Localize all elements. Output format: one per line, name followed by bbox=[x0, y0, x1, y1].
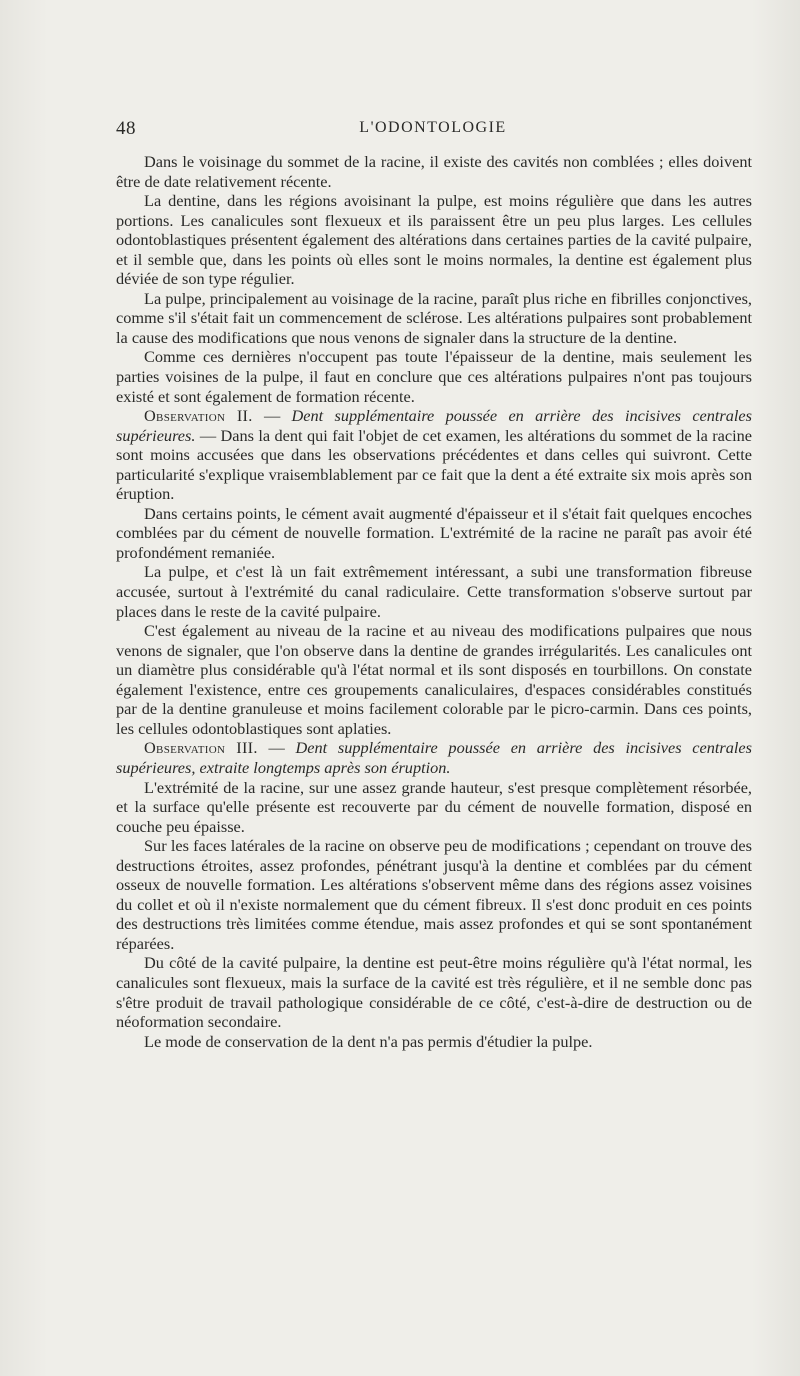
paragraph: C'est également au niveau de la racine et au niveau des modifications pulpaires que nous venons de signaler, que l'on observe dans la dentine de grandes irrégularités. Les canalicules ont un diamètre plus considérable qu'à l'état normal et ils sont disposés en tourbillons. On constate également l'existence, entre ces groupements canaliculaires, d'espaces considérables constitués par de la dentine granuleuse et moins facilement colorable par le picro-carmin. Dans ces points, les cellules odontoblastiques sont aplaties. bbox=[116, 621, 752, 738]
observation-title: Dent supplémentaire poussée en arrière des incisives centrales supérieures. bbox=[116, 406, 752, 445]
paragraph: La pulpe, principalement au voisinage de la racine, paraît plus riche en fibrilles conjonctives, comme s'il s'était fait un commencement de sclérose. Les altérations pulpaires sont probablement la cause des modifications que nous venons de signaler dans la structure de la dentine. bbox=[116, 288, 752, 347]
paragraph: Le mode de conservation de la dent n'a pas permis d'étudier la pulpe. bbox=[144, 1031, 593, 1051]
page-header bbox=[116, 118, 750, 142]
observation-text: — Dans la dent qui fait l'objet de cet examen, les altérations du sommet de la racine sont moins accusées que dans les observations précédentes et dans celles qui suivront. Cette particularité s'explique vraisemblablement par ce fait que la dent a été extraite six mois après son éruption. bbox=[116, 425, 752, 504]
paragraph: La dentine, dans les régions avoisinant la pulpe, est moins régulière que dans les autres portions. Les canalicules sont flexueux et ils paraissent être un peu plus larges. Les cellules odontoblastiques présentent également des altérations dans certaines parties de la cavité pulpaire, et il semble que, dans les points où elles sont le moins normales, la dentine est également plus déviée de son type régulier. bbox=[116, 191, 752, 289]
dash: — bbox=[257, 738, 296, 758]
page-number: 48 bbox=[116, 118, 136, 139]
observation-label: Observation II. bbox=[144, 406, 253, 426]
paragraph: Dans certains points, le cément avait augmenté d'épaisseur et il s'était fait quelques encoches comblées par du cément de nouvelle formation. L'extrémité de la racine ne paraît pas avoir été profondément remaniée. bbox=[116, 503, 752, 562]
body-text bbox=[116, 152, 752, 1051]
paragraph: Sur les faces latérales de la racine on observe peu de modifications ; cependant on trouve des destructions étroites, assez profondes, pénétrant jusqu'à la dentine et comblées par du cément osseux de nouvelle formation. Les altérations s'observent même dans des régions assez voisines du collet et où il n'existe normalement que du cément fibreux. Il s'est donc produit en ces points des destructions très limitées comme étendue, mais assez profondes et qui se sont spontanément réparées. bbox=[116, 836, 752, 953]
running-title: L'ODONTOLOGIE bbox=[359, 119, 507, 136]
observation-paragraph bbox=[116, 406, 752, 504]
paragraph: Du côté de la cavité pulpaire, la dentine est peut-être moins régulière qu'à l'état normal, les canalicules sont flexueux, mais la surface de la cavité est très régulière, et il ne semble donc pas s'être produit de travail pathologique considérable de ce côté, c'est-à-dire de destruction ou de néoformation secondaire. bbox=[116, 953, 752, 1032]
observation-title: Dent supplémentaire poussée en arrière des incisives centrales supérieures, extraite longtemps après son éruption. bbox=[116, 738, 752, 777]
paragraph: La pulpe, et c'est là un fait extrêmement intéressant, a subi une transformation fibreuse accusée, surtout à l'extrémité du canal radiculaire. Cette transformation s'observe surtout par places dans le reste de la cavité pulpaire. bbox=[116, 562, 752, 621]
paragraph: Dans le voisinage du sommet de la racine, il existe des cavités non comblées ; elles doivent être de date relativement récente. bbox=[116, 152, 752, 191]
dash: — bbox=[252, 406, 292, 426]
paragraph: Comme ces dernières n'occupent pas toute l'épaisseur de la dentine, mais seulement les parties voisines de la pulpe, il faut en conclure que ces altérations pulpaires n'ont pas toujours existé et sont également de formation récente. bbox=[116, 347, 752, 406]
observation-label: Observation III. bbox=[144, 738, 258, 758]
observation-paragraph bbox=[116, 738, 752, 777]
paragraph: L'extrémité de la racine, sur une assez grande hauteur, s'est presque complètement résorbée, et la surface qu'elle présente est recouverte par du cément de nouvelle formation, disposé en couche peu épaisse. bbox=[116, 777, 752, 836]
